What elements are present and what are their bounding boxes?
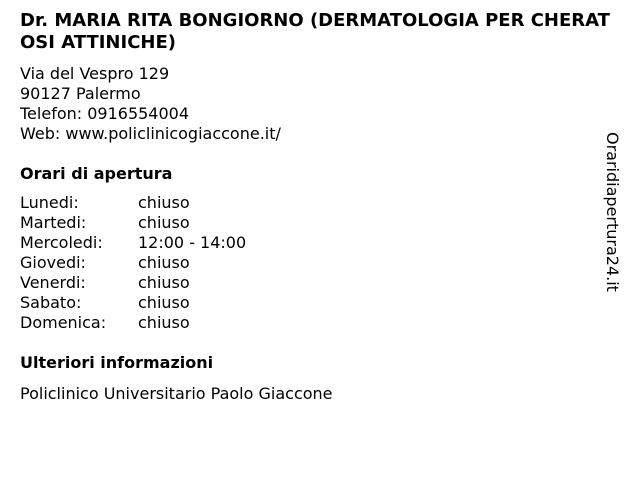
day-label: Sabato: (20, 293, 82, 312)
day-label: Martedi: (20, 213, 87, 232)
page-title: Dr. MARIA RITA BONGIORNO (DERMATOLOGIA PER CHERATOSI ATTINICHE) (20, 10, 610, 53)
time-value: chiuso (138, 213, 190, 232)
day-label: Venerdi: (20, 273, 86, 292)
day-label: Mercoledi: (20, 233, 103, 252)
street-address: Via del Vespro 129 (20, 64, 170, 83)
time-value: chiuso (138, 293, 190, 312)
address-block (20, 64, 281, 144)
day-label: Giovedi: (20, 253, 86, 272)
city-postal: 90127 Palermo (20, 84, 141, 103)
time-value: chiuso (138, 193, 190, 212)
opening-hours-heading: Orari di apertura (20, 164, 173, 183)
time-value: chiuso (138, 313, 190, 332)
phone-number: Telefon: 0916554004 (20, 104, 190, 123)
time-value: chiuso (138, 253, 190, 272)
additional-info-heading: Ulteriori informazioni (20, 353, 214, 372)
day-label: Lunedi: (20, 193, 79, 212)
day-label: Domenica: (20, 313, 107, 332)
site-watermark: Oraridiapertura24.it (603, 132, 622, 292)
website-link[interactable]: Web: www.policlinicogiaccone.it/ (20, 124, 281, 143)
additional-info-text: Policlinico Universitario Paolo Giaccone (20, 384, 333, 403)
time-value: chiuso (138, 273, 190, 292)
time-value: 12:00 - 14:00 (138, 233, 247, 252)
